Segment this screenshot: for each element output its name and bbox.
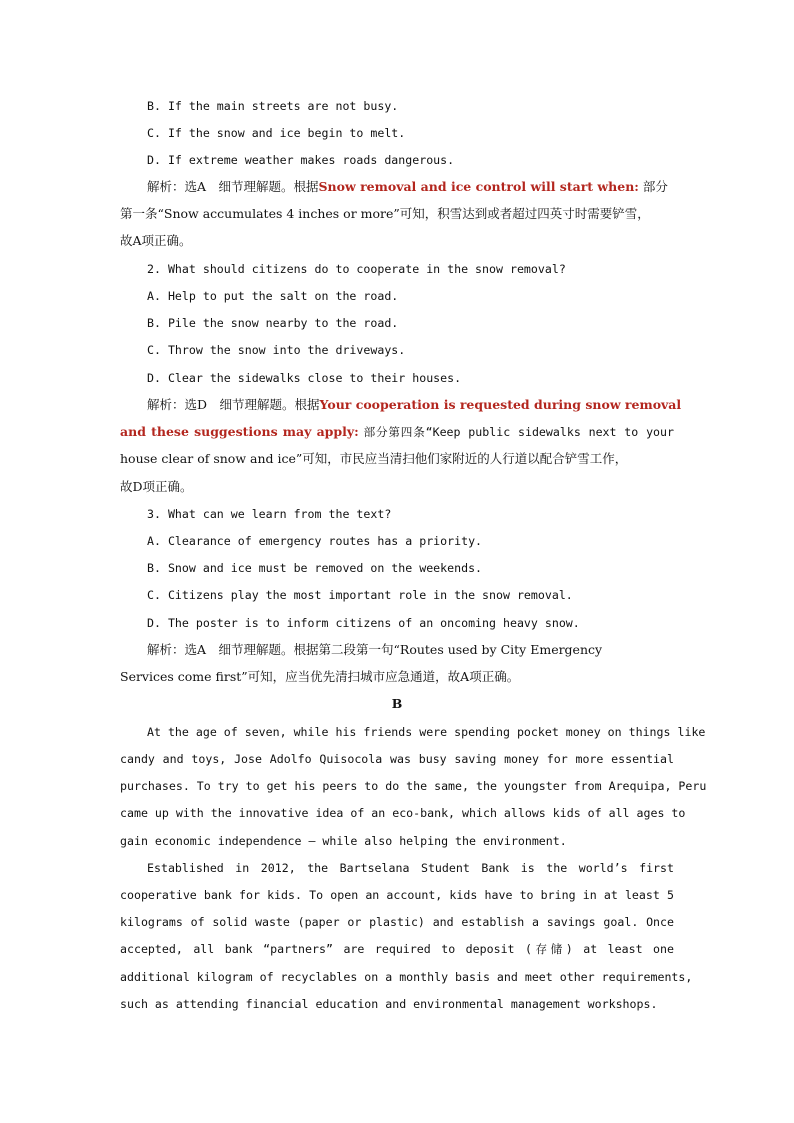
passage-b-p2-line-3: kilograms of solid waste (paper or plastic) and establish a savings goal. Once bbox=[120, 915, 674, 929]
q1-option-d: D. If extreme weather makes roads dangerous. bbox=[147, 153, 455, 167]
q2-explanation-line2-rest: 部分第四条“Keep public sidewalks next to your bbox=[363, 425, 674, 439]
q1-option-c: C. If the snow and ice begin to melt. bbox=[147, 126, 406, 140]
q1-explanation-line-1 bbox=[147, 177, 674, 197]
passage-b-p1-line-4: came up with the innovative idea of an eco-bank, which allows kids of all ages to bbox=[120, 806, 686, 820]
q2-explanation-prefix: 解析：选D 细节理解题。根据 bbox=[147, 397, 320, 412]
q1-explanation-line1-end: 部分 bbox=[642, 179, 668, 194]
passage-b-p1-line-3: purchases. To try to get his peers to do the same, the youngster from Arequipa, Peru bbox=[120, 779, 707, 793]
q1-explanation-prefix: 解析：选A 细节理解题。根据 bbox=[147, 179, 319, 194]
q3-option-a: A. Clearance of emergency routes has a priority. bbox=[147, 534, 483, 548]
q1-explanation-line-2: 第一条“Snow accumulates 4 inches or more”可知，积雪达到或者超过四英寸时需要铲雪， bbox=[120, 206, 650, 221]
passage-b-p2-line-4: accepted, all bank “partners” are required to deposit (存储) at least one bbox=[120, 942, 674, 956]
q2-explanation-line-4: 故D项正确。 bbox=[120, 479, 193, 494]
q1-explanation-line-3: 故A项正确。 bbox=[120, 233, 192, 248]
q1-explanation-quote: Snow removal and ice control will start when: bbox=[318, 179, 639, 194]
q2-option-a: A. Help to put the salt on the road. bbox=[147, 289, 399, 303]
q3-explanation-line-1: 解析：选A 细节理解题。根据第二段第一句“Routes used by City Emergency bbox=[147, 642, 603, 657]
passage-b-p1-line-5: gain economic independence — while also helping the environment. bbox=[120, 834, 567, 848]
section-b-heading: B bbox=[391, 696, 403, 711]
q2-explanation-quote-1: Your cooperation is requested during snow removal bbox=[319, 397, 682, 412]
q2-option-c: C. Throw the snow into the driveways. bbox=[147, 343, 406, 357]
passage-b-p2-line-6: such as attending financial education and environmental management workshops. bbox=[120, 997, 658, 1011]
passage-b-p1-line-1: At the age of seven, while his friends were spending pocket money on things like bbox=[147, 725, 706, 739]
q1-option-b: B. If the main streets are not busy. bbox=[147, 99, 399, 113]
q3-question: 3. What can we learn from the text? bbox=[147, 507, 392, 521]
passage-b-p2-line-1: Established in 2012, the Bartselana Student Bank is the world’s first bbox=[147, 861, 674, 875]
q2-question: 2. What should citizens do to cooperate in the snow removal? bbox=[147, 262, 566, 276]
q3-option-d: D. The poster is to inform citizens of an oncoming heavy snow. bbox=[147, 616, 580, 630]
passage-b-p2-line-5: additional kilogram of recyclables on a monthly basis and meet other requirements, bbox=[120, 970, 693, 984]
q2-explanation-line-1 bbox=[147, 395, 682, 415]
q3-explanation-line-2: Services come first”可知，应当优先清扫城市应急通道，故A项正确。 bbox=[120, 669, 520, 684]
q2-option-b: B. Pile the snow nearby to the road. bbox=[147, 316, 399, 330]
q2-explanation-line-3: house clear of snow and ice”可知，市民应当清扫他们家附近的人行道以配合铲雪工作， bbox=[120, 451, 628, 466]
passage-b-p2-line-2: cooperative bank for kids. To open an account, kids have to bring in at least 5 bbox=[120, 888, 674, 902]
q2-explanation-line-2 bbox=[120, 422, 674, 442]
q3-option-c: C. Citizens play the most important role in the snow removal. bbox=[147, 588, 573, 602]
q3-option-b: B. Snow and ice must be removed on the weekends. bbox=[147, 561, 483, 575]
passage-b-p1-line-2: candy and toys, Jose Adolfo Quisocola was busy saving money for more essential bbox=[120, 752, 674, 766]
q2-explanation-quote-2: and these suggestions may apply: bbox=[120, 424, 359, 439]
q2-option-d: D. Clear the sidewalks close to their houses. bbox=[147, 371, 462, 385]
